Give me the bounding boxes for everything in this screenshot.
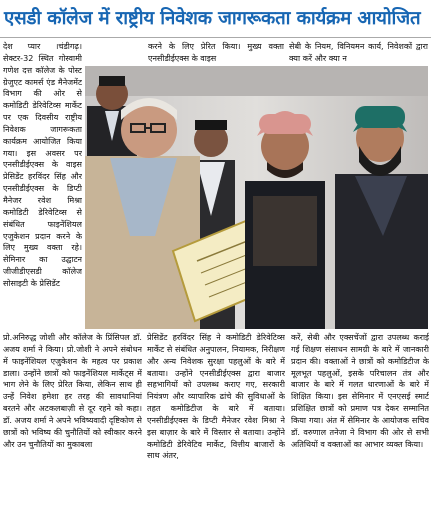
paragraph-top-middle: करने के लिए प्रेरित किया। मुख्य वक्ता एनसीडीईएक्स के वाइस	[148, 42, 284, 63]
headline-bar	[0, 0, 431, 38]
article-column-top-middle	[148, 41, 284, 65]
paragraph-top-right: सेबी के नियम, विनियमन कार्य, निवेशकों द्वारा क्या करें और क्या न	[289, 42, 428, 63]
event-photo	[85, 66, 428, 329]
article-column-bottom-right	[291, 332, 429, 510]
paragraph-bottom-right: करें, सेबी और एक्सचेंजों द्वारा उपलब्ध कराई गई शिक्षण संसाधन सामग्री के बारे में जानकारी प्रदान की। वक्ताओं ने छात्रों को कमोडिटीज के मूलभूत पहलुओं, इसके परिचालन तंत्र और बाजार के बारे में गलत धारणाओं के बारे में शिक्षित किया। इस सेमिनार में एनएसई स्मार्ट प्रशिक्षित छात्रों को प्रमाण पत्र देकर सम्मानित किया गया। अंत में सेमिनार के आयोजक सचिव डॉ. वरुणाल तनेजा ने विभाग की ओर से सभी अतिथियों व वक्ताओं का आभार व्यक्त किया।	[291, 333, 429, 449]
paragraph-bottom-middle: प्रेसिडेंट हरविंदर सिंह ने कमोडिटी डेरिवेटिव्स मार्केट से संबंधित अनुपालन, नियामक, निरीक्षण और अन्य निवेशक सुरक्षा पहलुओं के बारे में बताया। उन्होंने एनसीडीईएक्स द्वारा बाजार सहभागियों को उपलब्ध कराए गए, सरकारी नियंत्रण और व्यापारिक ढांचे की सुविधाओं के तहत कमोडिटीज के बारे में बताया। एनसीडीईएक्स के डिप्टी मैनेजर रवेश मिश्रा ने इस बाज़ार के बारे में विस्तार से बताया। उन्होंने कमोडिटी डेरिवेटिव मार्केट, वित्तीय बाजारों के साथ अंतर,	[147, 333, 285, 461]
headline: एसडी कॉलेज में राष्ट्रीय निवेशक जागरूकता कार्यक्रम आयोजित	[4, 8, 421, 29]
ceiling	[85, 66, 428, 96]
article-column-bottom-middle	[147, 332, 285, 510]
paragraph-bottom-left: प्रो.अनिरुद्ध जोशी और कॉलेज के प्रिंसिपल डॉ. अजय शर्मा ने किया। प्रो.जोशी ने अपने संबोधन में फाइनेंशियल एजुकेशन के महत्व पर प्रकाश डाला। उन्होंने छात्रों को फाइनेंशियल मार्केट्स में भाग लेने के लिए प्रेरित किया, लेकिन साथ ही उन्हें निवेश हमेशा हर तरह की सावधानियां बरतने और अटकलबाज़ी से दूर रहने को कहा। डॉ. अजय शर्मा ने अपने भविष्यवादी दृष्टिकोण से छात्रों को भविष्य की चुनौतियों को स्वीकार करने और उन चुनौतियों का मुकाबला	[3, 333, 142, 449]
paragraph-intro: देश प्यार ।चंडीगढ़। सेक्टर-32 स्थित गोस्वामी गणेश दत्त कॉलेज के पोस्ट ग्रेजुएट कामर्स एंड मैनेजमेंट विभाग की ओर से कमोडिटी डेरिवेटिव्स मार्केट पर एक दिवसीय राष्ट्रीय निवेशक जागरूकता कार्यक्रम आयोजित किया गया। इस अवसर पर एनसीडीईएक्स के वाइस प्रेसिडेंट हरविंदर सिंह और एनसीडीईएक्स के डिप्टी मैनेजर रवेश मिश्रा कमोडिटी डेरिवेटिव्स से संबंधित फाइनेंशियल एजुकेशन प्रदान करने के लिए मुख्य वक्ता रहे। सेमिनार का उद्घाटन जीजीडीएसडी कॉलेज सोसाइटी के प्रेसिडेंट	[3, 42, 82, 288]
event-photo-illustration	[85, 66, 428, 329]
article-column-top-left	[3, 41, 82, 329]
article-column-bottom-left	[3, 332, 142, 510]
article-column-top-right	[289, 41, 428, 65]
